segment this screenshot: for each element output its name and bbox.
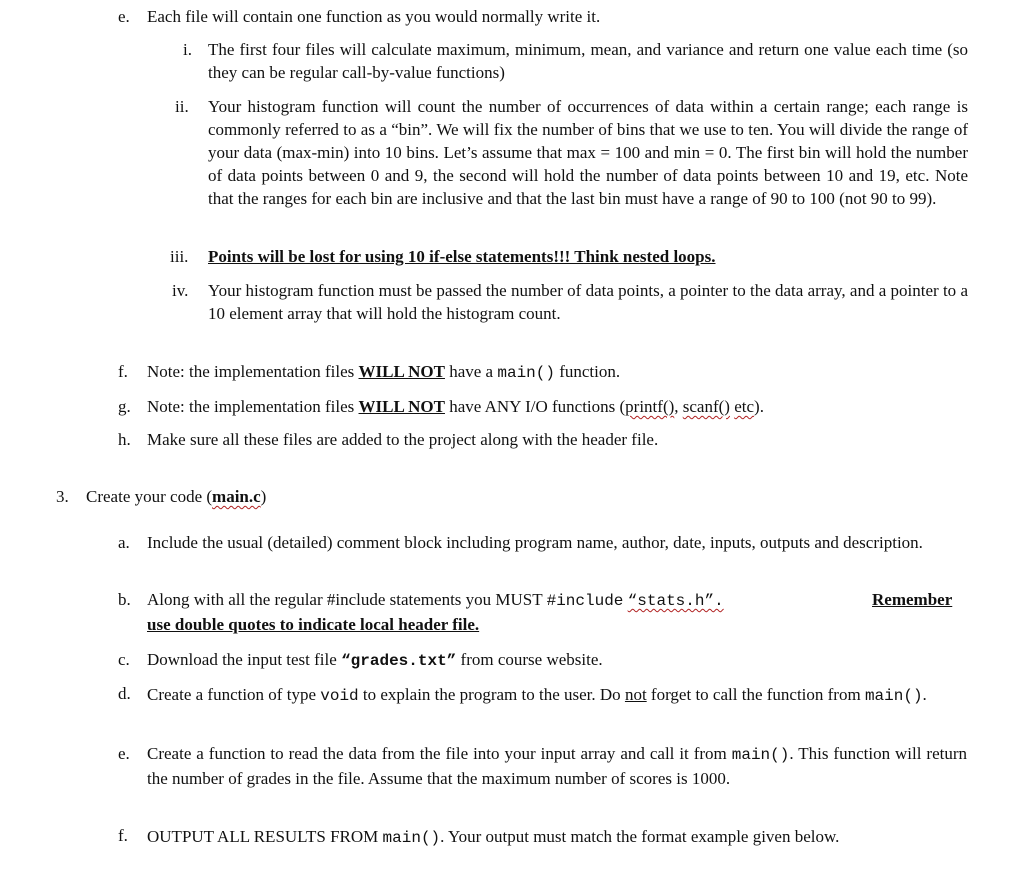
subitem-iii-marker: iii. <box>170 247 189 266</box>
item-g-text-after: ). <box>754 397 764 416</box>
step-3-item-c-text <box>147 648 603 673</box>
item-g-sep: , <box>674 397 683 416</box>
step-3-item-b-code-include: #include <box>546 592 624 610</box>
step-3-item-a-text: Include the usual (detailed) comment block including program name, author, date, inputs, outputs and description. <box>147 533 923 552</box>
item-g-text-mid: have ANY I/O functions ( <box>444 397 626 416</box>
step-3-item-f-text-before: OUTPUT ALL RESULTS FROM <box>147 827 383 846</box>
subitem-i-text: The first four files will calculate maximum, minimum, mean, and variance and return one value each time (so they can be regular call-by-value functions) <box>208 40 968 82</box>
step-3-item-d-text-before: Create a function of type <box>147 685 321 704</box>
step-3-item-c-text-before: Download the input test file <box>147 650 342 669</box>
step-3-item-c-text-after: from course website. <box>456 650 603 669</box>
subitem-iii-text: Points will be lost for using 10 if-else statements!!! Think nested loops. <box>208 247 716 266</box>
step-3-item-b-code-file: “stats.h”. <box>627 592 724 610</box>
item-f-code-main: main() <box>497 364 555 382</box>
subitem-ii-text: Your histogram function will count the number of occurrences of data within a certain range; each range is commonly referred to as a “bin”. We will fix the number of bins that we use to ten. You will divide the range of your data (max-min) into 10 bins. Let’s assume that max = 100 and min = 0. The first bin will hold the number of data points between 0 and 9, the second will hold the number of data points between 10 and 19, etc. Note that the ranges for each bin are inclusive and that the last bin must have a range of 90 to 100 (not 90 to 99). <box>208 97 968 208</box>
step-3-item-d-code-main: main() <box>864 687 923 705</box>
step-3-item-d-text-after: . <box>922 685 927 704</box>
item-f-text-before: Note: the implementation files <box>147 362 359 381</box>
item-f-text-after: function. <box>554 362 621 381</box>
step-3-item-d-text-mid: to explain the program to the user. Do <box>358 685 625 704</box>
step-3-marker: 3. <box>56 487 69 506</box>
step-3-item-e-text-before: Create a function to read the data from the file into your input array and call it from <box>147 744 732 763</box>
item-f-emphasis: WILL NOT <box>358 362 445 381</box>
step-3-item-d-code-void: void <box>320 687 359 705</box>
item-g-etc: etc <box>734 397 755 416</box>
item-e-marker: e. <box>118 7 130 26</box>
step-3-item-d-emphasis: not <box>624 685 647 704</box>
step-3-item-a-marker: a. <box>118 533 130 552</box>
item-g-emphasis: WILL NOT <box>358 397 445 416</box>
step-3-item-b-line1 <box>147 588 724 613</box>
step-3-item-b-remember: Remember <box>872 590 953 609</box>
step-3-item-d-text <box>147 682 967 709</box>
step-3-item-f-code-main: main() <box>382 829 441 847</box>
item-g-scanf: scanf() <box>682 397 730 416</box>
item-g-text <box>147 395 764 418</box>
step-3-item-e-text-after: . This function will return the number of grades in the file. Assume that the maximum number of scores is 1000. <box>147 744 968 788</box>
subitem-i-marker: i. <box>183 40 192 59</box>
step-3-item-f-marker: f. <box>118 826 128 845</box>
step-3-item-c-filename: “grades.txt” <box>341 652 457 670</box>
item-h-text: Make sure all these files are added to the project along with the header file. <box>147 430 659 449</box>
item-f-marker: f. <box>118 362 128 381</box>
subitem-iv-marker: iv. <box>172 281 189 300</box>
item-f-text-mid: have a <box>444 362 498 381</box>
item-h-marker: h. <box>118 430 131 449</box>
step-3-text-before: Create your code ( <box>86 487 213 506</box>
step-3-item-d-text-mid2: forget to call the function from <box>646 685 865 704</box>
item-e-text: Each file will contain one function as you would normally write it. <box>147 7 601 26</box>
step-3-item-f-text <box>147 824 967 851</box>
item-f-text <box>147 360 620 385</box>
step-3-item-e-text <box>147 742 967 791</box>
subitem-iv-text: Your histogram function must be passed the number of data points, a pointer to the data array, and a pointer to a 10 element array that will hold the histogram count. <box>208 281 968 323</box>
step-3-item-e-marker: e. <box>118 744 130 763</box>
step-3-item-f-text-after: . Your output must match the format example given below. <box>440 827 840 846</box>
step-3-item-d-marker: d. <box>118 684 131 703</box>
item-g-text-before: Note: the implementation files <box>147 397 359 416</box>
subitem-ii-marker: ii. <box>175 97 189 116</box>
step-3-item-e-code-main: main() <box>731 746 790 764</box>
step-3-item-c-marker: c. <box>118 650 130 669</box>
step-3-text <box>86 485 266 508</box>
step-3-text-after: ) <box>260 487 267 506</box>
step-3-item-b-marker: b. <box>118 590 131 609</box>
item-g-printf: printf() <box>625 397 675 416</box>
step-3-item-b-emphasis-line2: use double quotes to indicate local header file. <box>147 615 480 634</box>
step-3-item-b-text-before: Along with all the regular #include statements you MUST <box>147 590 547 609</box>
step-3-filename: main.c <box>212 487 261 506</box>
item-g-marker: g. <box>118 397 131 416</box>
